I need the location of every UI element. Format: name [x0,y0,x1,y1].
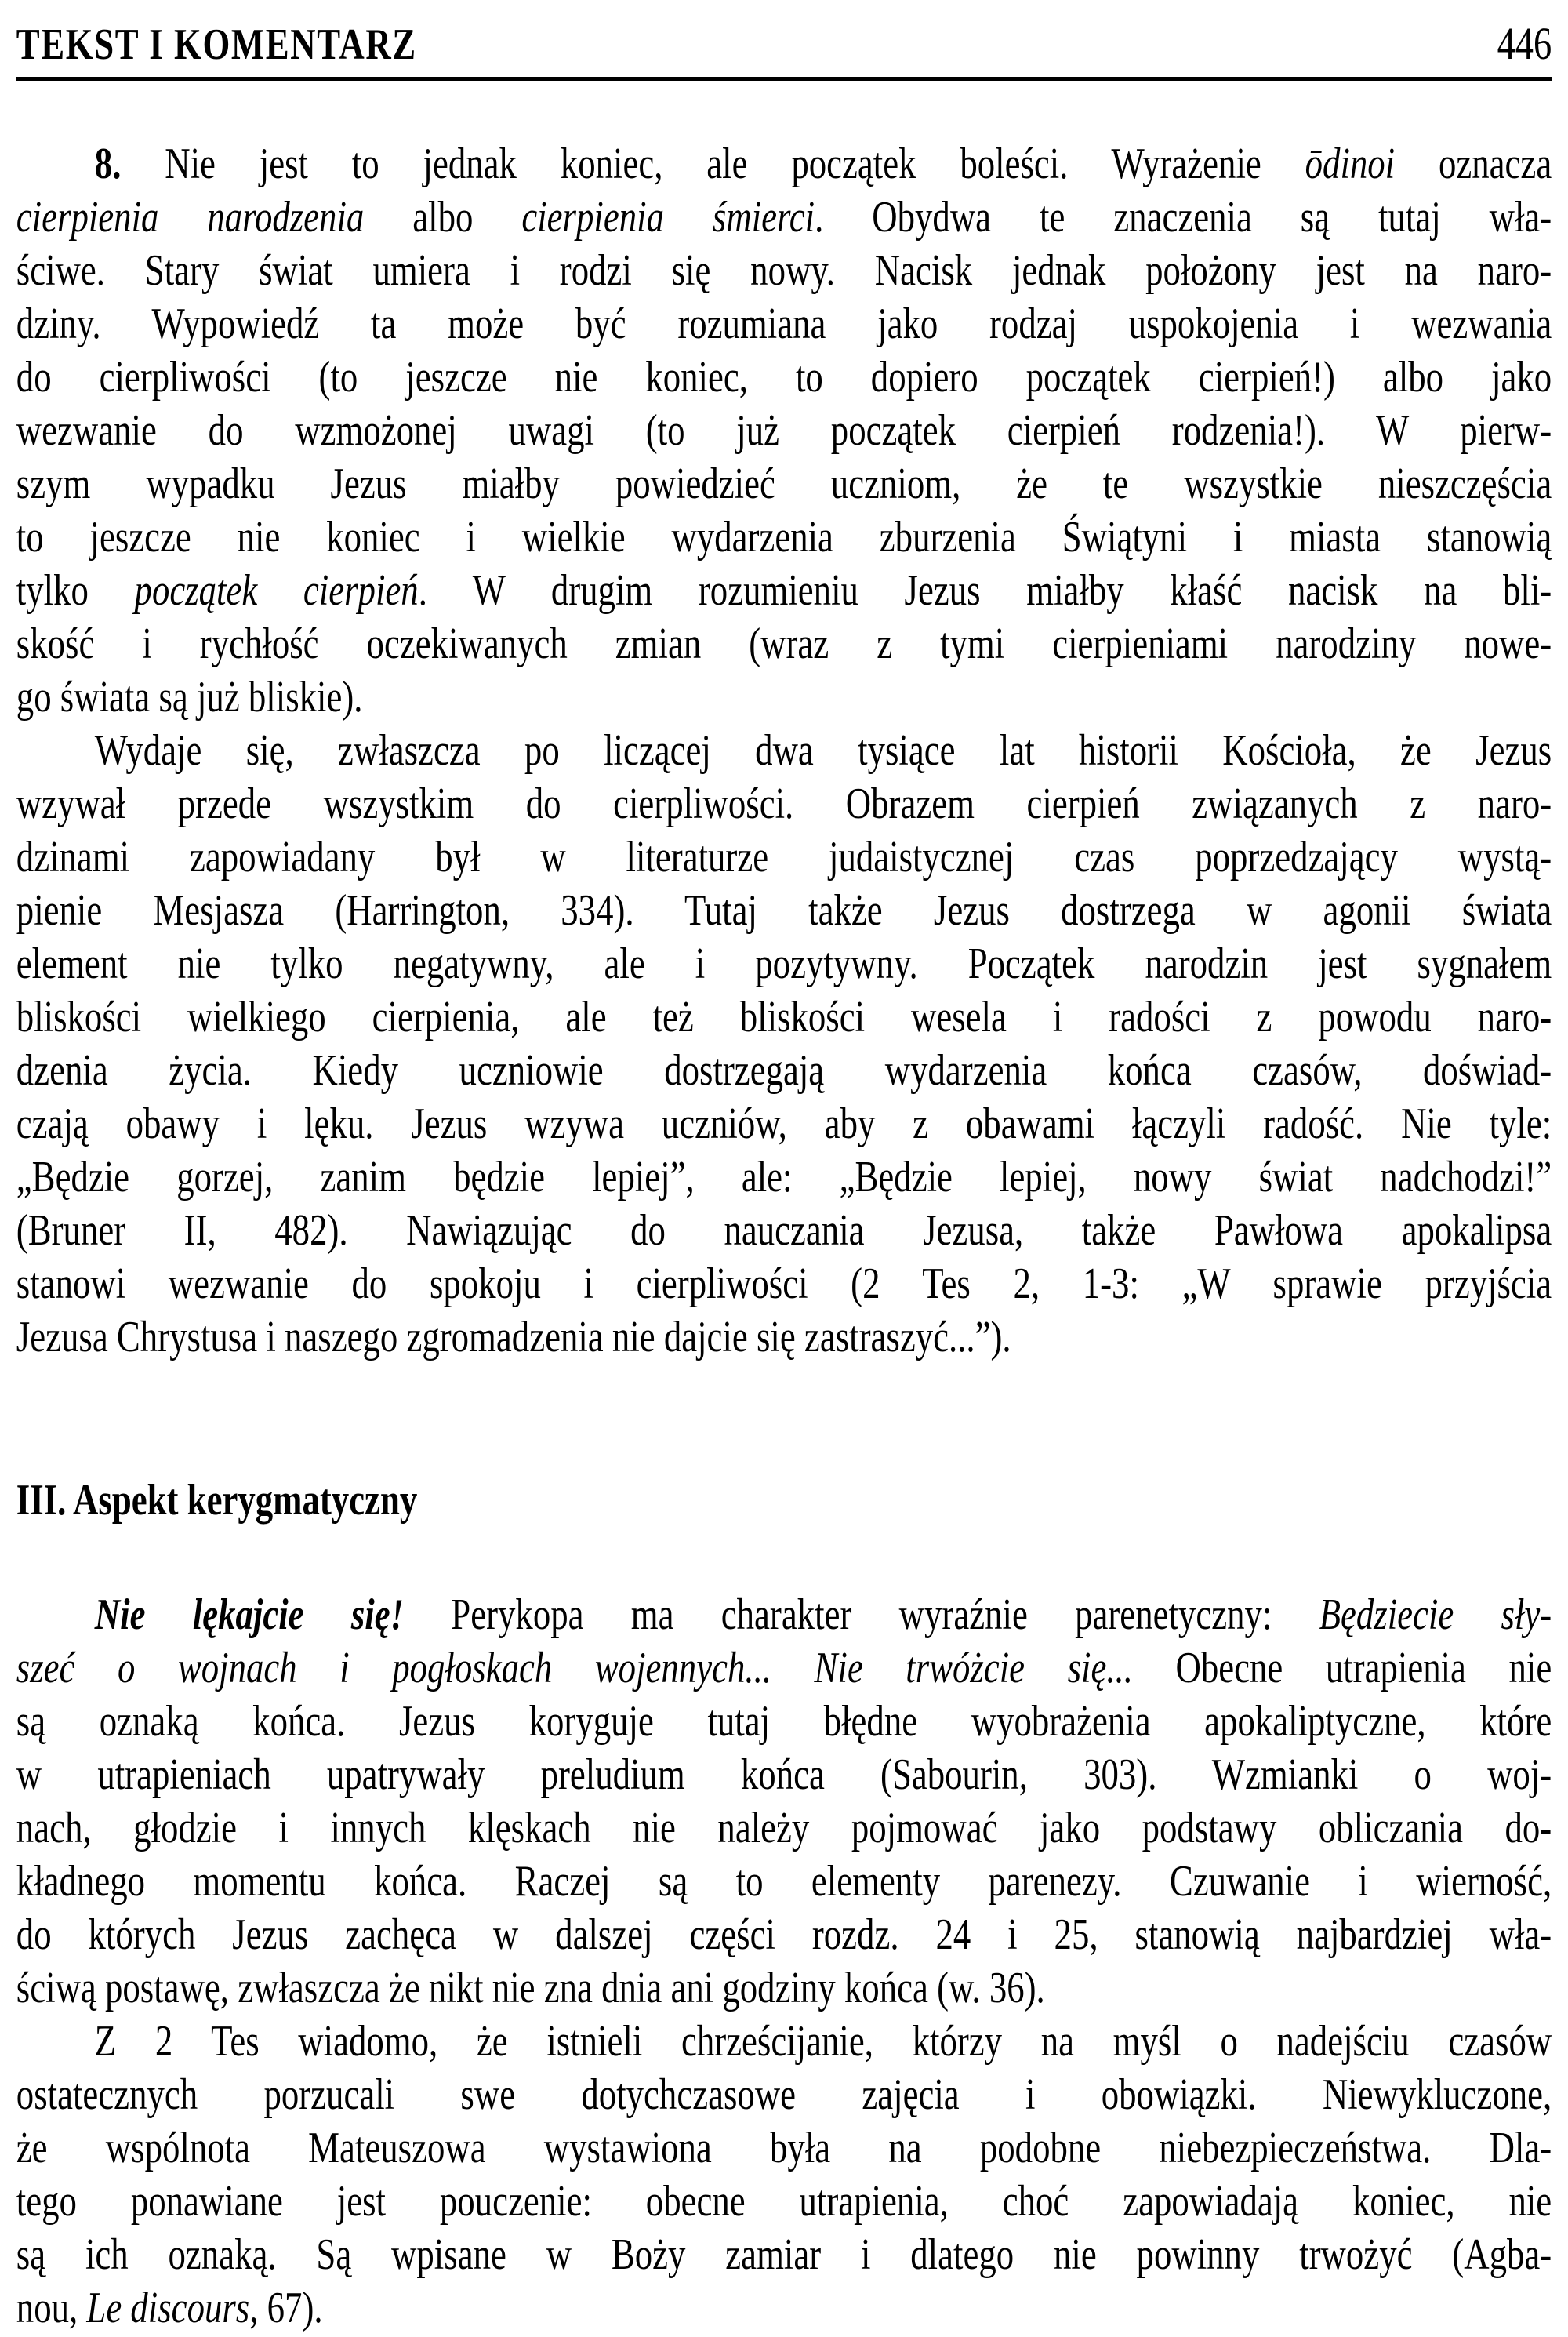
text-line [16,1641,1552,1695]
text-line [16,137,1552,191]
text-line [16,1801,1552,1855]
paragraph [16,1588,1552,2015]
text-line [16,617,1552,671]
text-line [16,1097,1552,1150]
text-line [16,511,1552,564]
text-segment: do cierpliwości (to jeszcze nie koniec, to dopiero początek cierpień!) albo jako [16,353,1552,402]
text-segment-i: ōdinoi [1305,140,1396,188]
text-segment: element nie tylko negatywny, ale i pozytywny. Początek narodzin jest sygnałem [16,940,1552,988]
page-header [16,20,1552,69]
text-line [16,1150,1552,1204]
text-line [16,671,1552,724]
text-segment: dzinami zapowiadany był w literaturze judaistycznej czas poprzedzający wystą- [16,833,1552,881]
text-segment: kładnego momentu końca. Raczej są to elementy parenezy. Czuwanie i wierność, [16,1857,1552,1906]
text-line [16,1310,1552,1364]
text-line [16,1961,1552,2015]
text-segment: albo [364,193,522,242]
text-line [16,1908,1552,1961]
paragraph [16,137,1552,724]
text-line [16,1044,1552,1097]
text-segment: ostatecznych porzucali swe dotychczasowe zajęcia i obowiązki. Niewykluczone, [16,2070,1552,2119]
text-segment: go świata są już bliskie). [16,673,363,721]
text-line [16,1695,1552,1748]
text-segment: . W drugim rozumieniu Jezus miałby kłaść nacisk na bli- [418,566,1552,615]
text-line [16,191,1552,244]
text-line [16,2175,1552,2228]
text-segment-b: 8. [94,140,122,188]
text-line [16,2228,1552,2281]
text-segment: Nie jest to jednak koniec, ale początek boleści. Wyrażenie [121,140,1305,188]
text-segment: Jezusa Chrystusa i naszego zgromadzenia nie dajcie się zastraszyć...”). [16,1313,1011,1361]
text-segment: nou, [16,2284,87,2332]
text-segment-i: początek cierpień [134,566,419,615]
header-rule [16,77,1552,81]
text-segment: dzenia życia. Kiedy uczniowie dostrzegają wydarzenia końca czasów, doświad- [16,1046,1552,1095]
text-segment-i: szeć o wojnach i pogłoskach wojennych... Nie trwóżcie się... [16,1644,1133,1692]
text-line [16,564,1552,617]
text-segment: w utrapieniach upatrywały preludium końca (Sabourin, 303). Wzmianki o woj- [16,1750,1552,1799]
text-segment: czają obawy i lęku. Jezus wzywa uczniów, aby z obawami łączyli radość. Nie tyle: [16,1099,1552,1148]
text-segment: są oznaką końca. Jezus koryguje tutaj błędne wyobrażenia apokaliptyczne, które [16,1697,1552,1746]
text-segment: do których Jezus zachęca w dalszej części rozdz. 24 i 25, stanowią najbardziej wła- [16,1910,1552,1959]
text-segment: oznacza [1395,140,1552,188]
text-line [16,244,1552,297]
text-line [16,990,1552,1044]
text-segment-i: Le discours [86,2284,250,2332]
text-segment: nach, głodzie i innych klęskach nie należy pojmować jako podstawy obliczania do- [16,1804,1552,1852]
text-segment: są ich oznaką. Są wpisane w Boży zamiar i dlatego nie powinny trwożyć (Agba- [16,2230,1552,2279]
text-line [16,1855,1552,1908]
text-segment: Perykopa ma charakter wyraźnie parenetyczny: [404,1590,1319,1639]
paragraph [16,724,1552,1364]
text-line [16,884,1552,937]
text-segment: wzywał przede wszystkim do cierpliwości. Obrazem cierpień związanych z naro- [16,780,1552,828]
page-number: 446 [1497,18,1552,69]
text-line [16,297,1552,351]
text-segment: to jeszcze nie koniec i wielkie wydarzenia zburzenia Świątyni i miasta stanowią [16,513,1552,562]
text-segment: tego ponawiane jest pouczenie: obecne utrapienia, choć zapowiadają koniec, nie [16,2177,1552,2226]
text-line [16,830,1552,884]
text-segment: ściwą postawę, zwłaszcza że nikt nie zna dnia ani godziny końca (w. 36). [16,1964,1045,2012]
text-line [16,2281,1552,2335]
text-segment: . Obydwa te znaczenia są tutaj wła- [815,193,1552,242]
text-line [16,457,1552,511]
text-segment: , 67). [249,2284,323,2332]
running-title: TEKST I KOMENTARZ [16,20,417,69]
text-line [16,1204,1552,1257]
text-segment: Obecne utrapienia nie [1132,1644,1552,1692]
text-segment-bi: Nie lękajcie się! [94,1590,405,1639]
text-segment: wezwanie do wzmożonej uwagi (to już początek cierpień rodzenia!). W pierw- [16,406,1552,455]
text-segment: ściwe. Stary świat umiera i rodzi się nowy. Nacisk jednak położony jest na naro- [16,246,1552,295]
paragraph [16,2015,1552,2335]
text-line [16,937,1552,990]
text-line [16,1257,1552,1310]
text-segment-i: cierpienia śmierci [521,193,815,242]
text-line [16,1588,1552,1641]
text-line [16,724,1552,777]
text-segment-i: cierpienia narodzenia [16,193,365,242]
document-body [16,137,1552,2335]
text-segment: że wspólnota Mateuszowa wystawiona była na podobne niebezpieczeństwa. Dla- [16,2124,1552,2172]
text-segment: pienie Mesjasza (Harrington, 334). Tutaj także Jezus dostrzega w agonii świata [16,886,1552,935]
text-segment: (Bruner II, 482). Nawiązując do nauczania Jezusa, także Pawłowa apokalipsa [16,1206,1552,1255]
text-line [16,1748,1552,1801]
text-line [16,777,1552,830]
text-segment: stanowi wezwanie do spokoju i cierpliwości (2 Tes 2, 1-3: „W sprawie przyjścia [16,1259,1552,1308]
text-line [16,404,1552,457]
text-segment: Z 2 Tes wiadomo, że istnieli chrześcijanie, którzy na myśl o nadejściu czasów [94,2017,1552,2066]
text-line [16,2068,1552,2121]
text-segment: dziny. Wypowiedź ta może być rozumiana jako rodzaj uspokojenia i wezwania [16,300,1552,348]
text-line [16,351,1552,404]
text-line [16,2121,1552,2175]
text-segment: skość i rychłość oczekiwanych zmian (wraz z tymi cierpieniami narodziny nowe- [16,620,1552,668]
text-segment: szym wypadku Jezus miałby powiedzieć uczniom, że te wszystkie nieszczęścia [16,460,1552,508]
section-heading: III. Aspekt kerygmatyczny [16,1476,418,1525]
text-segment-i: Będziecie sły- [1319,1590,1552,1639]
text-segment: Wydaje się, zwłaszcza po liczącej dwa tysiące lat historii Kościoła, że Jezus [94,726,1552,775]
text-segment: tylko [16,566,135,615]
text-line [16,2015,1552,2068]
text-segment: „Będzie gorzej, zanim będzie lepiej”, ale: „Będzie lepiej, nowy świat nadchodzi!” [16,1153,1552,1201]
text-segment: bliskości wielkiego cierpienia, ale też bliskości wesela i radości z powodu naro- [16,993,1552,1041]
